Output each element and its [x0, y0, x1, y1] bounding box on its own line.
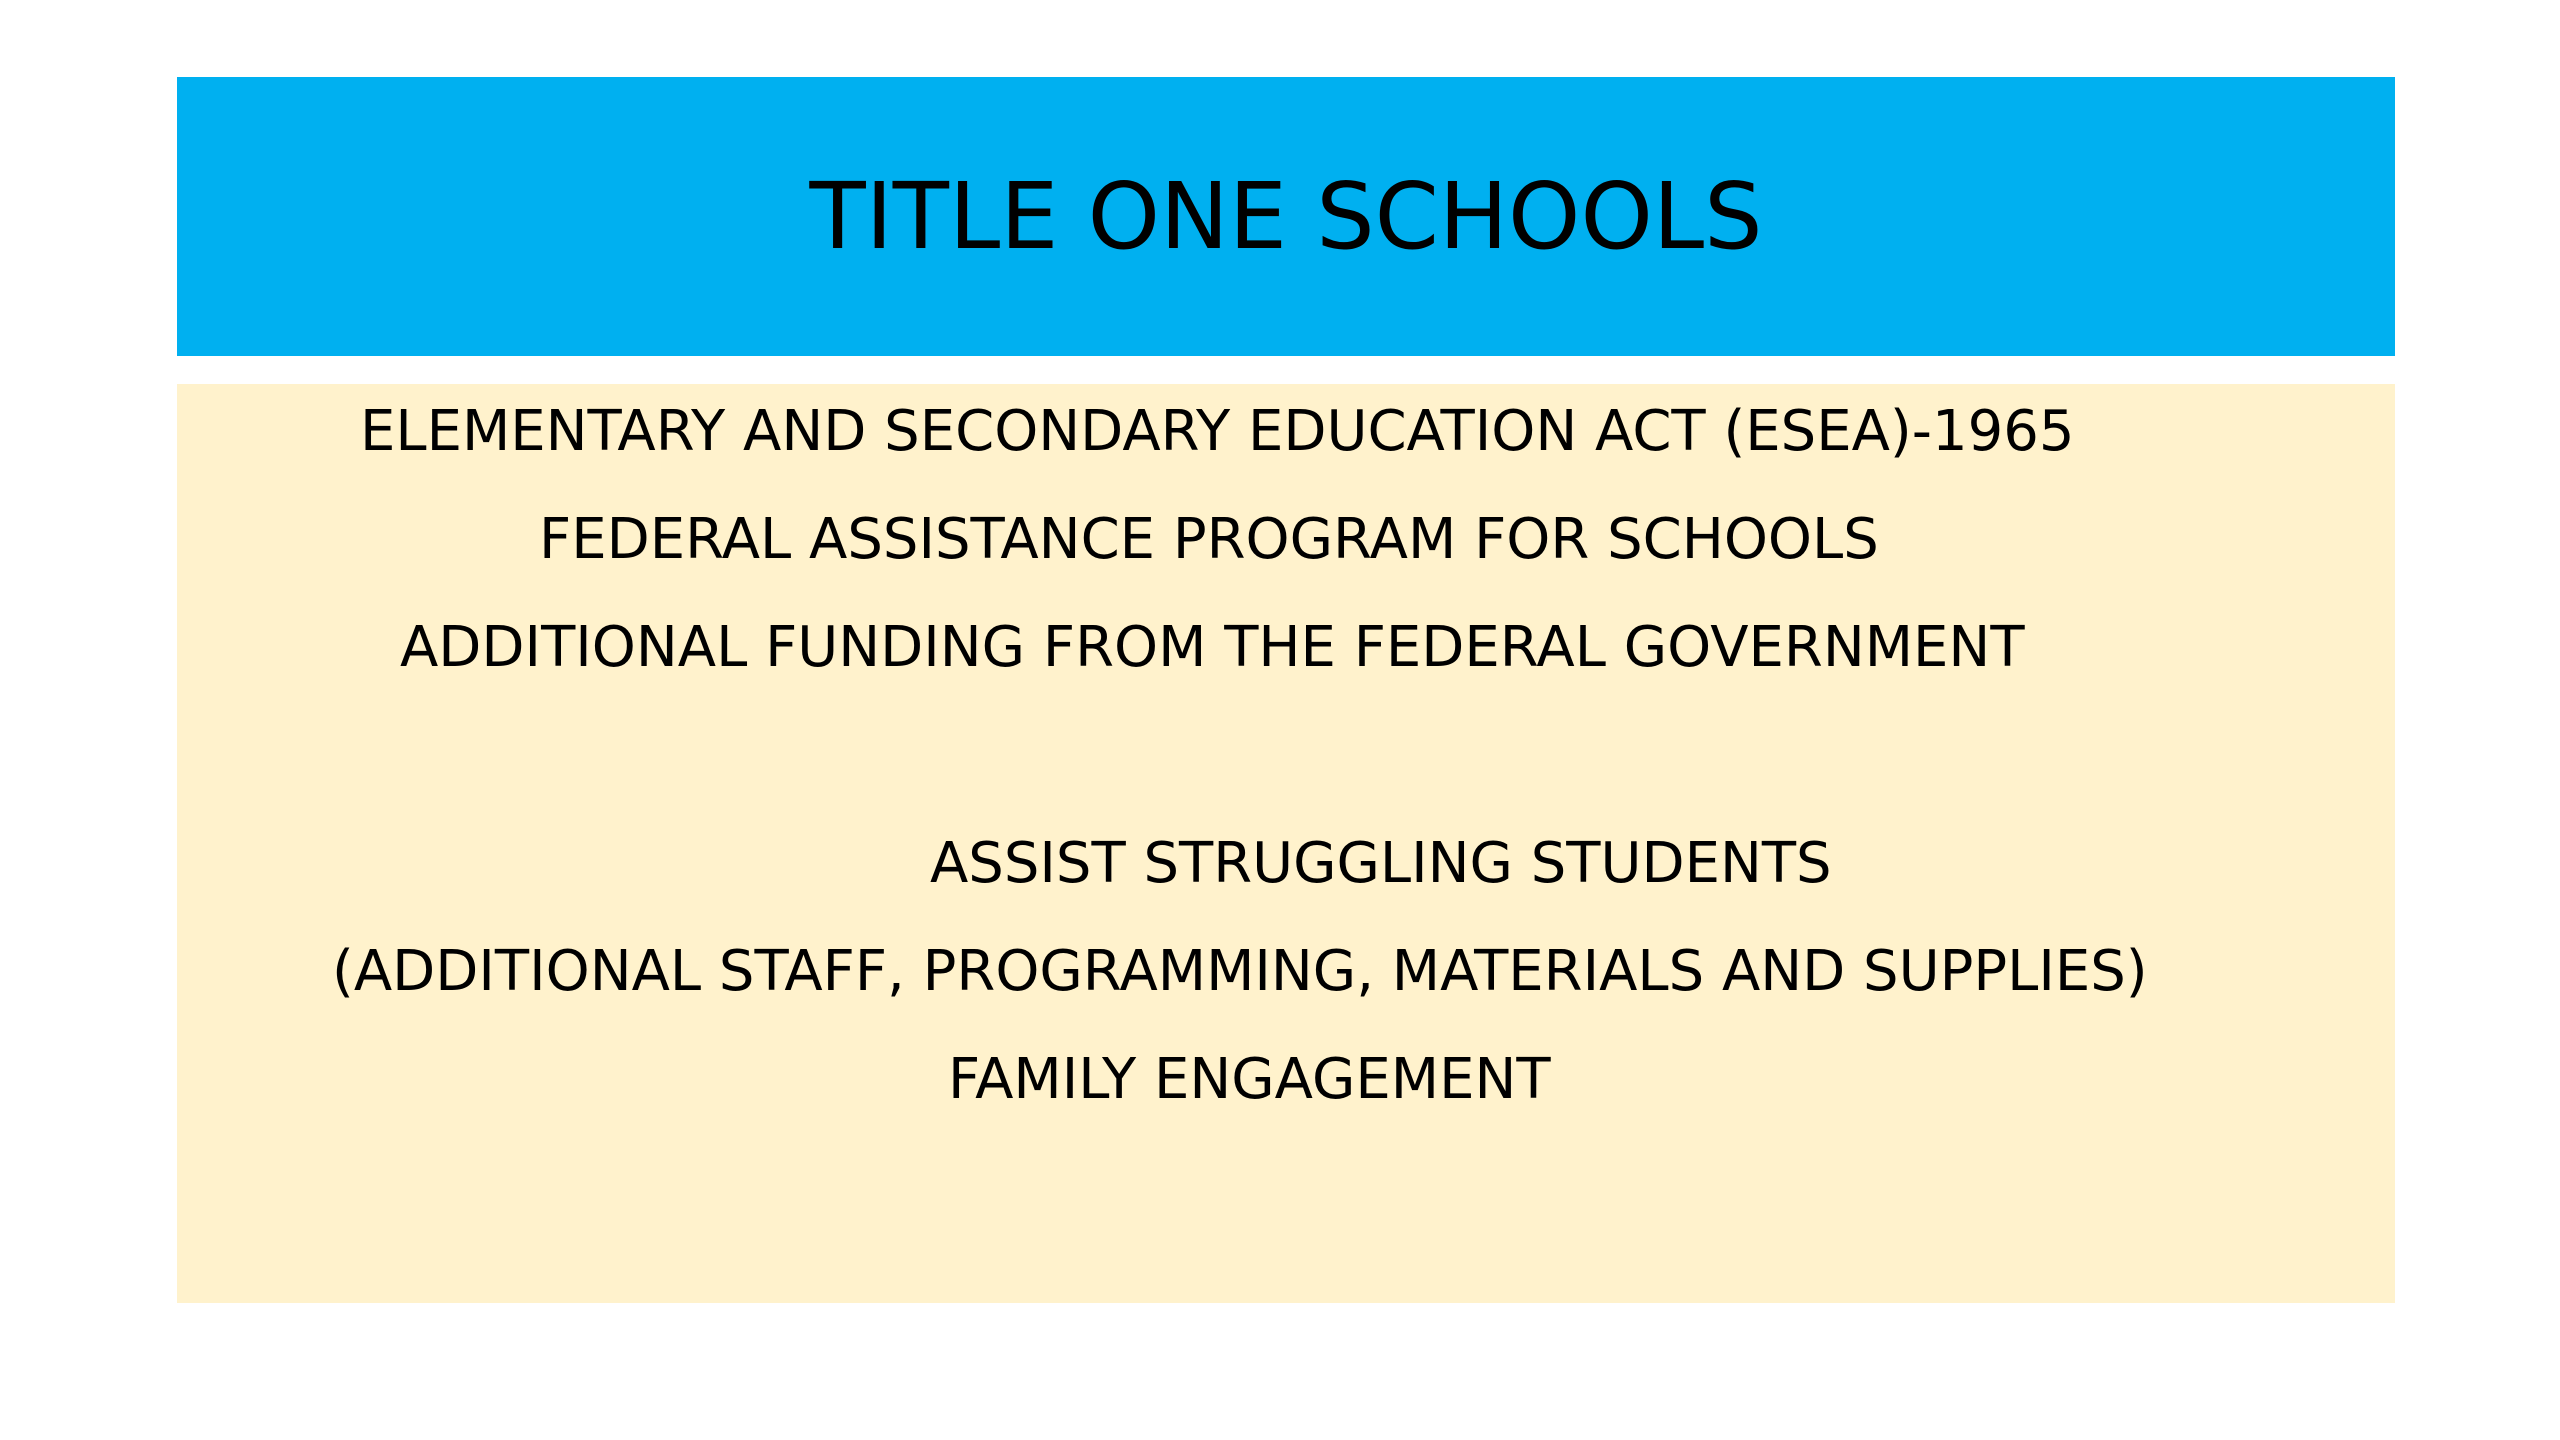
title-banner: [177, 77, 2395, 356]
slide-title: TITLE ONE SCHOOLS: [809, 163, 1763, 270]
content-panel: [177, 384, 2395, 1303]
content-line-family-engagement: FAMILY ENGAGEMENT: [948, 1047, 1551, 1112]
content-line-additional-funding: ADDITIONAL FUNDING FROM THE FEDERAL GOVERNMENT: [400, 615, 2025, 680]
content-line-additional-staff: (ADDITIONAL STAFF, PROGRAMMING, MATERIALS AND SUPPLIES): [332, 939, 2148, 1004]
content-line-esea: ELEMENTARY AND SECONDARY EDUCATION ACT (ESEA)-1965: [360, 399, 2075, 464]
content-line-federal-assistance: FEDERAL ASSISTANCE PROGRAM FOR SCHOOLS: [539, 507, 1879, 572]
content-line-assist-students: ASSIST STRUGGLING STUDENTS: [930, 831, 1832, 896]
